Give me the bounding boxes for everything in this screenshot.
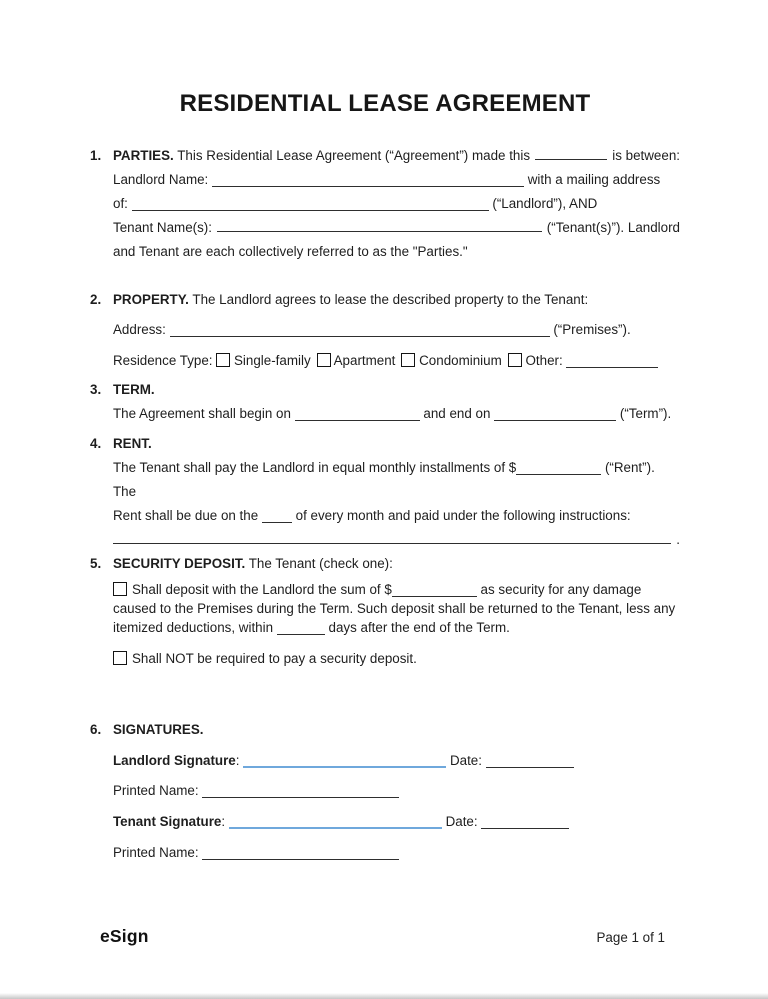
page-bottom-edge: [0, 993, 768, 999]
deposit-option-1-text-b: as security for any damage caused to the Premises during the Term. Such deposit shall be returned to the Tenant, less any itemized deductions, within: [113, 582, 676, 635]
section-term-heading: TERM.: [113, 382, 155, 397]
section-term: [90, 378, 680, 426]
parties-text-4b: (“Tenant(s)”). Landlord: [546, 220, 680, 235]
tenant-signature-label: Tenant Signature: [113, 814, 222, 829]
checkbox-no-deposit[interactable]: [113, 651, 127, 665]
term-text-b: and end on: [423, 406, 491, 421]
residence-type-line: [113, 349, 680, 373]
section-security-deposit-number: 5.: [90, 556, 102, 571]
section-parties-number: 1.: [90, 148, 102, 163]
term-text-a: The Agreement shall begin on: [113, 406, 291, 421]
checkbox-single-family[interactable]: [216, 353, 230, 367]
parties-text-2b: with a mailing address: [527, 172, 661, 187]
section-signatures: [90, 718, 680, 865]
landlord-address-blank[interactable]: [132, 198, 489, 211]
tenant-printed-name-row: [113, 841, 680, 865]
parties-line-4: [113, 216, 680, 240]
esign-logo: eSign: [100, 926, 149, 946]
section-term-number: 3.: [90, 382, 102, 397]
security-deposit-heading-line: [113, 552, 680, 576]
term-text-c: (“Term”).: [619, 406, 672, 421]
landlord-signature-line-row: [113, 749, 680, 773]
parties-line-1: [113, 144, 680, 168]
rent-text-2a: Rent shall be due on the: [113, 508, 259, 523]
landlord-signature-field[interactable]: [243, 754, 446, 768]
rent-text-2b: of every month and paid under the following instructions:: [295, 508, 631, 523]
checkbox-deposit-required[interactable]: [113, 582, 127, 596]
deposit-option-1-text-c: days after the end of the Term.: [328, 620, 510, 635]
landlord-signature-colon: :: [235, 753, 240, 768]
section-security-deposit: [90, 552, 680, 668]
tenant-names-label: Tenant Name(s):: [113, 220, 212, 235]
landlord-name-label: Landlord Name:: [113, 172, 209, 187]
parties-text-3b: (“Landlord”), AND: [492, 196, 598, 211]
parties-line-3: [113, 192, 680, 216]
rent-due-day-blank[interactable]: [262, 510, 292, 523]
document-title: RESIDENTIAL LEASE AGREEMENT: [179, 90, 591, 117]
section-rent-heading: RENT.: [113, 436, 152, 451]
property-address-line: [113, 318, 680, 342]
tenant-date-blank[interactable]: [481, 816, 569, 829]
page-number: Page 1 of 1: [596, 930, 665, 945]
section-signatures-heading: SIGNATURES.: [113, 722, 204, 737]
page-footer: [100, 926, 665, 947]
tenant-signature-field[interactable]: [229, 815, 442, 829]
landlord-printed-name-label: Printed Name:: [113, 783, 199, 798]
rent-heading-line: [113, 432, 680, 456]
parties-text-1a: This Residential Lease Agreement (“Agreement”) made this: [177, 148, 531, 163]
landlord-printed-name-blank[interactable]: [202, 785, 399, 798]
other-label: Other:: [525, 353, 563, 368]
tenant-signature-colon: :: [221, 814, 226, 829]
checkbox-apartment[interactable]: [317, 353, 331, 367]
tenant-printed-name-label: Printed Name:: [113, 845, 199, 860]
checkbox-other[interactable]: [508, 353, 522, 367]
section-property-heading: PROPERTY.: [113, 292, 189, 307]
residence-type-label: Residence Type:: [113, 353, 213, 368]
deposit-return-days-blank[interactable]: [277, 622, 325, 635]
checkbox-condominium[interactable]: [401, 353, 415, 367]
term-start-date-blank[interactable]: [295, 408, 420, 421]
rent-line-2: [113, 504, 680, 528]
rent-text-1a: The Tenant shall pay the Landlord in equal monthly installments of $: [113, 460, 517, 475]
other-residence-blank[interactable]: [566, 355, 658, 368]
deposit-amount-blank[interactable]: [392, 584, 477, 597]
landlord-address-label: of:: [113, 196, 128, 211]
signatures-heading-line: [113, 718, 680, 742]
address-label: Address:: [113, 322, 166, 337]
landlord-name-blank[interactable]: [212, 174, 524, 187]
tenant-names-blank[interactable]: [217, 231, 542, 232]
section-rent: [90, 432, 680, 552]
landlord-printed-name-row: [113, 779, 680, 803]
tenant-signature-line-row: [113, 810, 680, 834]
section-property: [90, 288, 680, 373]
landlord-date-blank[interactable]: [486, 755, 574, 768]
premises-suffix: (“Premises”).: [553, 322, 631, 337]
deposit-option-1-text-a: Shall deposit with the Landlord the sum of $: [132, 582, 392, 597]
section-signatures-number: 6.: [90, 722, 102, 737]
parties-text-1b: is between:: [612, 148, 680, 163]
security-deposit-intro: The Tenant (check one):: [248, 556, 393, 571]
rent-line-3-period: .: [676, 532, 680, 547]
term-line: [113, 402, 680, 426]
rent-text-1b: (“Rent”). The: [113, 460, 655, 499]
rent-line-3: [113, 528, 680, 552]
tenant-printed-name-blank[interactable]: [202, 847, 399, 860]
parties-line-2: [113, 168, 680, 192]
apartment-label: Apartment: [333, 353, 396, 368]
section-property-number: 2.: [90, 292, 102, 307]
premises-address-blank[interactable]: [170, 324, 550, 337]
deposit-option-2-text: Shall NOT be required to pay a security deposit.: [132, 651, 417, 666]
landlord-date-label: Date:: [449, 753, 482, 768]
landlord-signature-label: Landlord Signature: [113, 753, 236, 768]
property-intro: The Landlord agrees to lease the described property to the Tenant:: [192, 292, 589, 307]
rent-line-1: [113, 456, 680, 504]
section-parties: [90, 144, 680, 264]
parties-line-5: and Tenant are each collectively referred to as the "Parties.": [113, 244, 468, 259]
section-parties-heading: PARTIES.: [113, 148, 174, 163]
agreement-date-blank[interactable]: [535, 159, 607, 160]
payment-instructions-blank[interactable]: [113, 543, 671, 544]
property-heading-line: [113, 288, 680, 312]
deposit-option-2: [113, 649, 680, 668]
deposit-option-1: [113, 580, 680, 637]
rent-amount-blank[interactable]: [516, 462, 601, 475]
condominium-label: Condominium: [419, 353, 502, 368]
term-heading-line: [113, 378, 680, 402]
tenant-date-label: Date:: [445, 814, 478, 829]
term-end-date-blank[interactable]: [494, 408, 616, 421]
section-security-deposit-heading: SECURITY DEPOSIT.: [113, 556, 246, 571]
section-rent-number: 4.: [90, 436, 102, 451]
single-family-label: Single-family: [233, 353, 311, 368]
